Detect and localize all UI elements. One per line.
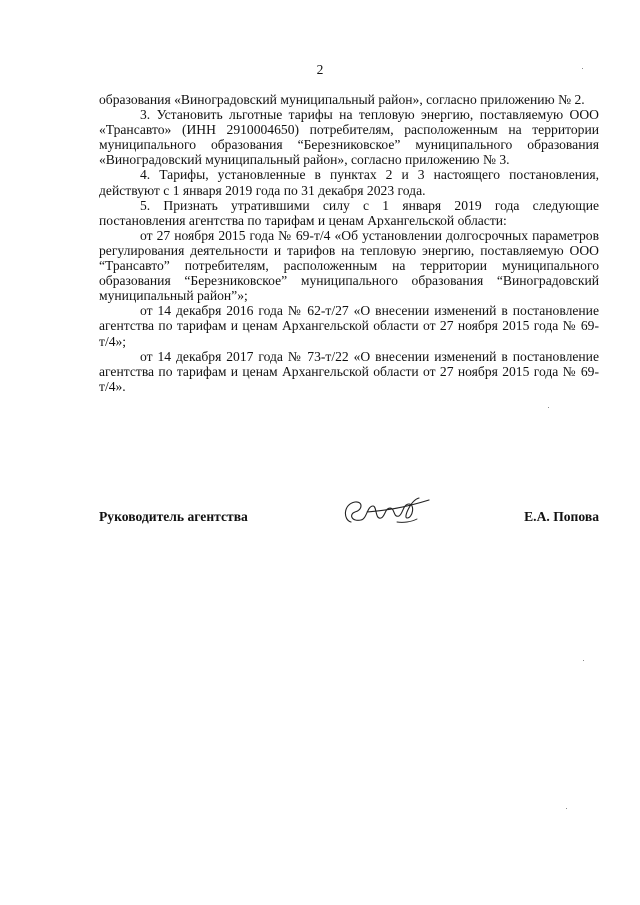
document-body: [99, 92, 599, 394]
signatory-title: Руководитель агентства: [99, 509, 248, 524]
scan-speck: [582, 68, 583, 69]
scan-speck: [548, 407, 549, 408]
paragraph-repealed-decree-2: от 14 декабря 2016 года № 62-т/27 «О внесении изменений в постановление агентства по тарифам и ценам Архангельской области от 27 ноября 2015 года № 69-т/4»;: [99, 303, 599, 349]
scan-speck: [583, 660, 584, 661]
signatory-name: Е.А. Попова: [524, 509, 599, 524]
paragraph-item-3: 3. Установить льготные тарифы на тепловую энергию, поставляемую ООО «Трансавто» (ИНН 2910004650) потребителям, расположенным на территории муниципального образования “Березниковское” муниципального образования «Виноградовский муниципальный район», согласно приложению № 3.: [99, 107, 599, 168]
signature-block: [99, 500, 599, 540]
paragraph-repealed-decree-3: от 14 декабря 2017 года № 73-т/22 «О внесении изменений в постановление агентства по тарифам и ценам Архангельской области от 27 ноября 2015 года № 69-т/4».: [99, 348, 599, 394]
handwritten-signature: [337, 492, 437, 532]
paragraph-item-5: 5. Признать утратившими силу с 1 января 2019 года следующие постановления агентства по тарифам и ценам Архангельской области:: [99, 197, 599, 228]
paragraph-repealed-decree-1: от 27 ноября 2015 года № 69-т/4 «Об установлении долгосрочных параметров регулирования деятельности и тарифов на тепловую энергию, поставляемую ООО “Трансавто” потребителям, расположенным на территории муниципального образования “Березниковское” муниципального образования “Виноградовский муниципальный район”»;: [99, 227, 599, 304]
paragraph-item-4: 4. Тарифы, установленные в пунктах 2 и 3 настоящего постановления, действуют с 1 января 2019 года по 31 декабря 2023 года.: [99, 167, 599, 198]
page-number: 2: [316, 62, 324, 77]
paragraph-continuation: образования «Виноградовский муниципальный район», согласно приложению № 2.: [99, 92, 585, 107]
scan-speck: [566, 808, 567, 809]
